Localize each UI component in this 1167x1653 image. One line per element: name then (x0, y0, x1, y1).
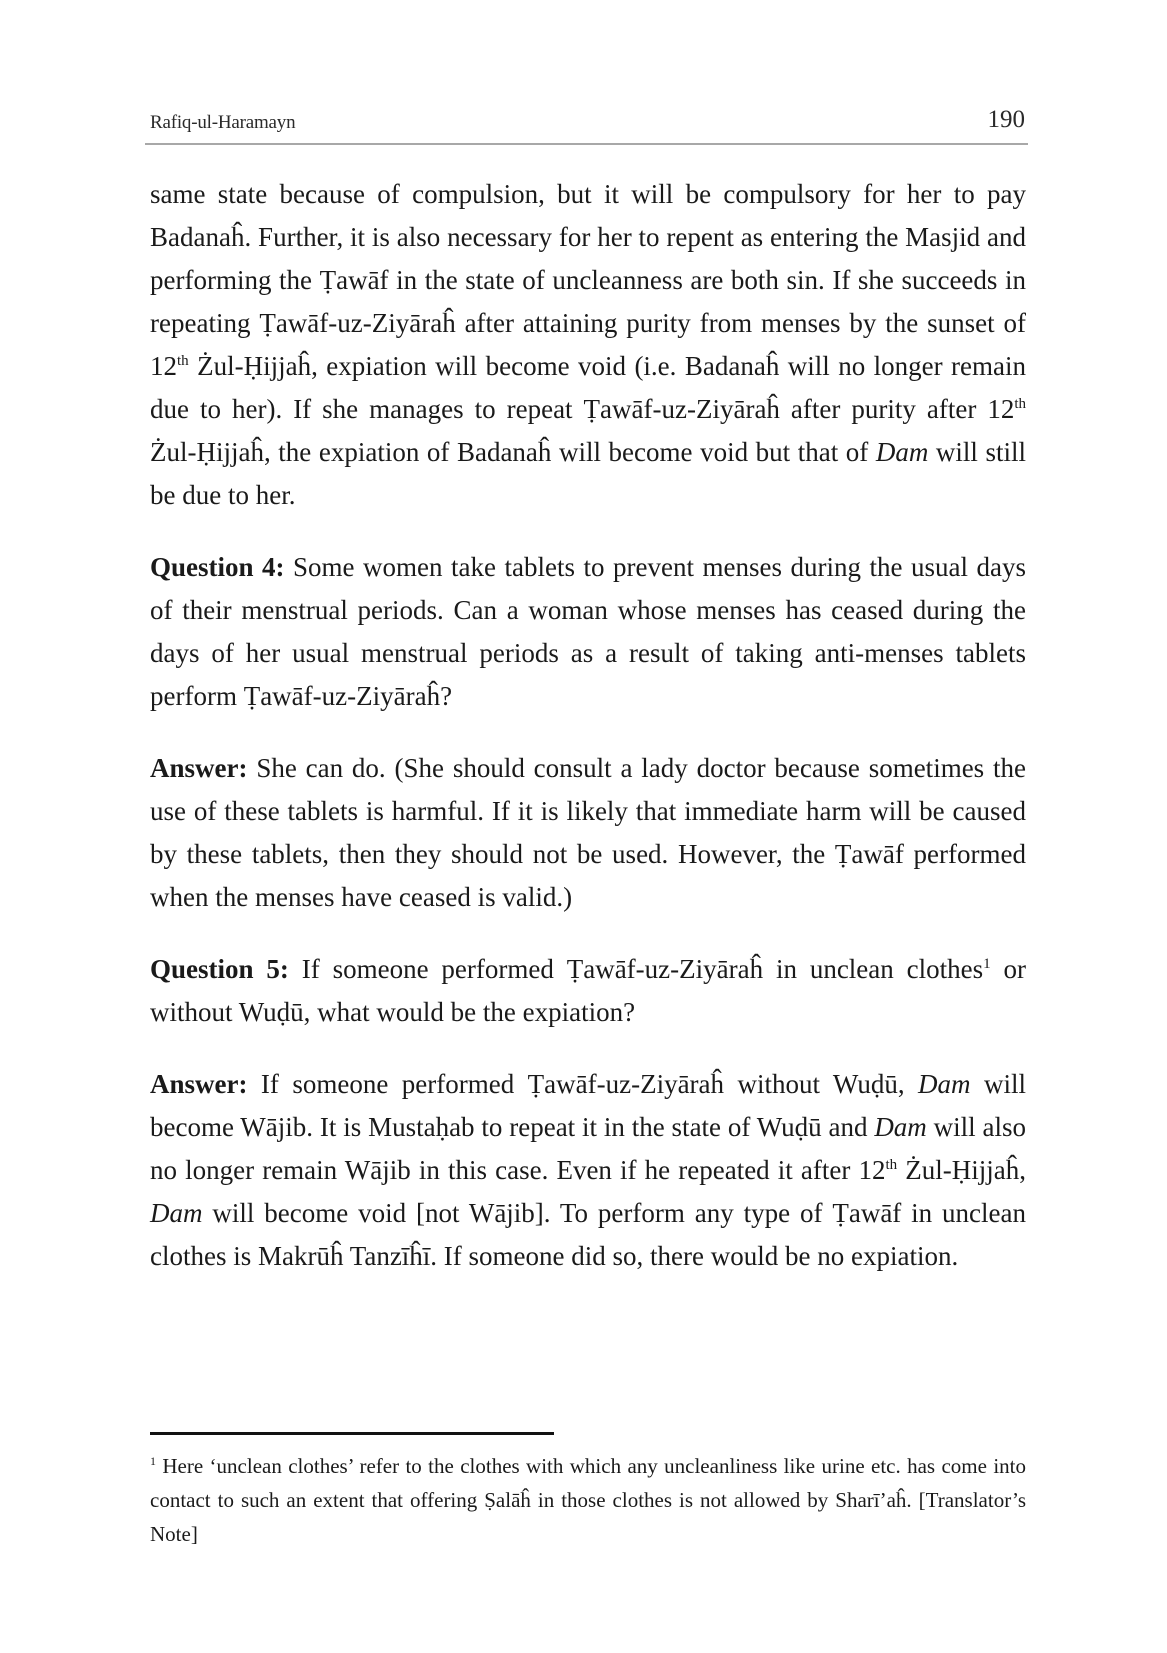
running-title: Rafiq-ul-Haramayn (150, 112, 296, 133)
footnotes (150, 1449, 1026, 1551)
label-bold: Question 4: (150, 552, 285, 582)
header-rule (145, 143, 1028, 145)
italic-term: Dam (918, 1069, 971, 1099)
text-run: If someone performed Ṭawāf-uz-Ziyāraĥ without Wuḍū, (247, 1069, 919, 1099)
text-run: Żul-Ḥijjaĥ, (897, 1155, 1026, 1185)
text-run: will become Wājib. It is Mustaḥab to repeat it in the state of Wuḍū and (150, 1069, 1026, 1142)
body-text (150, 173, 1026, 1307)
footnote-separator (150, 1432, 554, 1435)
footnote-text: Here ‘unclean clothes’ refer to the clothes with which any uncleanliness like urine etc. has come into contact to such an extent that offering Ṣalāĥ in those clothes is not allowed by Sharī’aĥ. [Translator’s Note] (150, 1454, 1026, 1546)
text-run: same state because of compulsion, but it will be compulsory for her to pay Badanaĥ. Further, it is also necessary for her to repent as entering the Masjid and performing the Ṭawāf in the state of uncleanness are both sin. If she succeeds in repeating Ṭawāf-uz-Ziyāraĥ after attaining purity from menses by the sunset of 12 (150, 179, 1026, 381)
label-bold: Answer: (150, 753, 248, 783)
superscript: th (885, 1157, 898, 1173)
running-header (150, 100, 1025, 134)
question-4 (150, 546, 1026, 718)
question-5 (150, 948, 1026, 1034)
paragraph-continuation (150, 173, 1026, 517)
superscript: th (177, 353, 189, 369)
text-run: Some women take tablets to prevent menses during the usual days of their menstrual periods. Can a woman whose menses has ceased during the days of her usual menstrual periods as a result of taking anti-menses tablets perform Ṭawāf-uz-Ziyāraĥ? (150, 552, 1027, 711)
superscript: th (1014, 396, 1026, 412)
answer-5 (150, 1063, 1026, 1278)
text-run: will become void [not Wājib]. To perform any type of Ṭawāf in unclean clothes is Makrūĥ Tanzīĥī. If someone did so, there would be no expiation. (150, 1198, 1026, 1271)
text-run: or without Wuḍū, what would be the expiation? (150, 954, 1026, 1027)
text-run: will still be due to her. (150, 437, 1026, 510)
italic-term: Dam (875, 437, 929, 467)
page-number: 190 (987, 106, 1025, 133)
text-run: Żul-Ḥijjaĥ, expiation will become void (i.e. Badanaĥ will no longer remain due to her). If she manages to repeat Ṭawāf-uz-Ziyāraĥ after purity after 12 (150, 351, 1026, 424)
text-run: She can do. (She should consult a lady doctor because sometimes the use of these tablets is harmful. If it is likely that immediate harm will be caused by these tablets, then they should not be used. However, the Ṭawāf performed when the menses have ceased is valid.) (150, 753, 1026, 912)
label-bold: Answer: (150, 1069, 248, 1099)
italic-term: Dam (150, 1198, 203, 1228)
text-run: will also no longer remain Wājib in this case. Even if he repeated it after 12 (150, 1112, 1026, 1185)
answer-4 (150, 747, 1026, 919)
text-run: If someone performed Ṭawāf-uz-Ziyāraĥ in unclean clothes (288, 954, 984, 984)
footnote-1 (150, 1449, 1026, 1551)
text-run: Żul-Ḥijjaĥ, the expiation of Badanaĥ will become void but that of (150, 437, 876, 467)
italic-term: Dam (874, 1112, 927, 1142)
label-bold: Question 5: (150, 954, 289, 984)
footnote-marker: 1 (150, 1454, 156, 1468)
superscript[interactable]: 1 (983, 956, 991, 972)
